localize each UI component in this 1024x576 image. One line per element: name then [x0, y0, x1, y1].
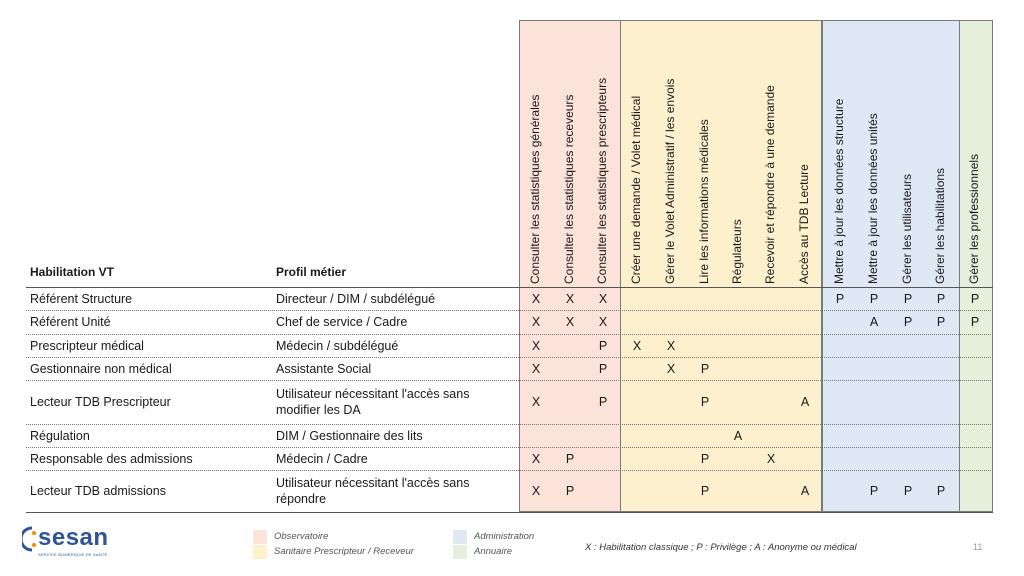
profil-column-title: Profil métier — [276, 265, 347, 279]
permission-mark: P — [936, 315, 946, 329]
permission-mark: X — [565, 291, 575, 306]
legend-annuaire: Annuaire — [474, 546, 513, 557]
permission-mark: X — [531, 395, 541, 409]
row-divider — [26, 357, 993, 358]
logo-name: sesan — [38, 524, 109, 551]
permission-mark: X — [598, 291, 608, 306]
permission-mark: X — [531, 291, 541, 306]
permission-mark: X — [531, 361, 541, 376]
permission-mark: P — [598, 361, 608, 376]
permission-mark: P — [936, 484, 946, 498]
permission-mark: P — [835, 291, 845, 306]
legend-swatch-sanitaire — [253, 545, 267, 559]
permission-mark: P — [565, 484, 575, 498]
habilitation-cell: Référent Structure — [30, 291, 133, 306]
permission-mark: X — [598, 315, 608, 329]
permission-mark: P — [565, 451, 575, 466]
profil-cell: Médecin / subdélégué — [276, 338, 399, 353]
page-number: 11 — [973, 542, 983, 552]
permission-mark: A — [869, 315, 879, 329]
permission-mark: P — [598, 338, 608, 353]
permission-mark: P — [700, 395, 710, 409]
row-divider — [26, 380, 993, 381]
logo-tagline: SERVICE NUMÉRIQUE DE SANTÉ — [38, 552, 108, 557]
habilitation-cell: Gestionnaire non médical — [30, 361, 172, 376]
permission-mark: P — [970, 315, 980, 329]
legend-observatoire: Observatoire — [274, 531, 329, 542]
permission-mark: P — [700, 484, 710, 498]
permission-header: Régulateurs — [730, 219, 744, 284]
sesan-logo — [22, 522, 112, 563]
row-divider — [26, 334, 993, 335]
permission-mark: X — [565, 315, 575, 329]
permission-header: Gérer les utilisateurs — [900, 173, 914, 284]
permission-mark: X — [766, 451, 776, 466]
legend-swatch-observatoire — [253, 530, 267, 544]
permission-mark: X — [531, 484, 541, 498]
permission-mark: X — [531, 338, 541, 353]
row-divider — [26, 447, 993, 448]
permission-header: Mettre à jour les données structure — [832, 98, 846, 284]
permission-mark: P — [903, 484, 913, 498]
permission-mark: P — [700, 451, 710, 466]
permission-header: Créer une demande / Volet médical — [629, 95, 643, 284]
permission-mark: A — [800, 484, 810, 498]
permission-header: Gérer le Volet Administratif / les envois — [663, 78, 677, 284]
permission-header: Consulter les statistiques receveurs — [562, 94, 576, 284]
row-divider — [26, 470, 993, 471]
permission-mark: P — [869, 291, 879, 306]
permission-header: Consulter les statistiques prescripteurs — [595, 77, 609, 284]
permission-mark: A — [733, 428, 743, 443]
permission-mark: P — [970, 291, 980, 306]
permission-mark: P — [903, 315, 913, 329]
row-divider — [26, 287, 993, 288]
permission-mark: X — [666, 361, 676, 376]
permission-mark: P — [598, 395, 608, 409]
permission-header: Gérer les habilitations — [933, 167, 947, 284]
profil-cell: Médecin / Cadre — [276, 451, 368, 466]
habilitation-column-title: Habilitation VT — [30, 265, 114, 279]
permission-mark: A — [800, 395, 810, 409]
profil-cell: DIM / Gestionnaire des lits — [276, 428, 423, 443]
permission-mark: P — [936, 291, 946, 306]
row-divider — [26, 424, 993, 425]
legend-administration: Administration — [474, 531, 535, 542]
profil-cell: Utilisateur nécessitant l'accès sans modifier les DA — [276, 387, 470, 417]
habilitation-cell: Lecteur TDB Prescripteur — [30, 395, 171, 409]
legend-sanitaire: Sanitaire Prescripteur / Receveur — [274, 546, 414, 557]
profil-cell: Utilisateur nécessitant l'accès sans répondre — [276, 476, 470, 506]
group-sanitaire-band — [620, 20, 822, 512]
permission-header: Lire les informations médicales — [697, 119, 711, 284]
permission-header: Gérer les professionnels — [967, 153, 981, 284]
permission-header: Recevoir et répondre à une demande — [763, 85, 777, 284]
profil-cell: Chef de service / Cadre — [276, 315, 408, 329]
habilitation-cell: Prescripteur médical — [30, 338, 144, 353]
habilitation-cell: Référent Unité — [30, 315, 111, 329]
permission-mark: P — [700, 361, 710, 376]
permission-mark: X — [666, 338, 676, 353]
permission-header: Consulter les statistiques générales — [528, 94, 542, 284]
permission-mark: X — [531, 451, 541, 466]
permission-mark: X — [531, 315, 541, 329]
row-divider — [26, 310, 993, 311]
legend-swatch-annuaire — [453, 545, 467, 559]
habilitation-cell: Régulation — [30, 428, 90, 443]
profil-cell: Directeur / DIM / subdélégué — [276, 291, 436, 306]
row-divider — [26, 512, 993, 513]
habilitation-cell: Responsable des admissions — [30, 451, 193, 466]
permission-mark: P — [903, 291, 913, 306]
permission-header: Mettre à jour les données unités — [866, 113, 880, 284]
habilitation-cell: Lecteur TDB admissions — [30, 484, 166, 498]
permission-header: Accès au TDB Lecture — [797, 164, 811, 284]
permission-mark: X — [632, 338, 642, 353]
legend-swatch-administration — [453, 530, 467, 544]
profil-cell: Assistante Social — [276, 361, 372, 376]
legend-note: X : Habilitation classique ; P : Privilège ; A : Anonyme ou médical — [585, 542, 857, 553]
permission-mark: P — [869, 484, 879, 498]
